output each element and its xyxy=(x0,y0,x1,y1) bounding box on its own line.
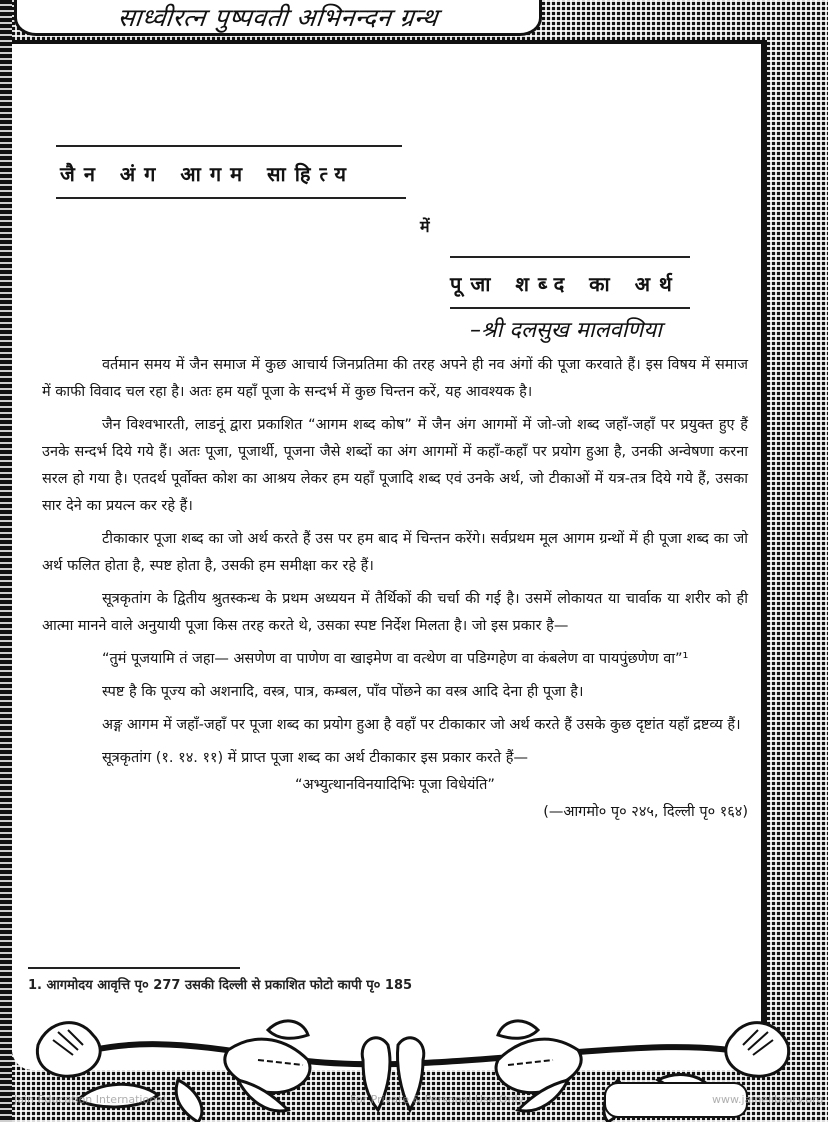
footnote-rule xyxy=(28,967,240,969)
subtitle-rule-top xyxy=(450,256,690,258)
watermark-left: Jain Education International xyxy=(14,1093,166,1106)
quote-citation: (—आगमो० पृ० २४५, दिल्ली पृ० १६४) xyxy=(543,804,748,820)
paragraph: सूत्रकृतांग के द्वितीय श्रुतस्कन्ध के प्रथम अध्ययन में तैर्थिकों की चर्चा की गई है। उसमें लोकायत या चार्वाक या शरीर को ही आत्मा मानने वाले अनुयायी पूजा किस तरह करते थे, उसका स्पष्ट निर्देश मिलता है। जो इस प्रकार है— xyxy=(42,591,748,634)
paragraph: सूत्रकृतांग (१. १४. ११) में प्राप्त पूजा शब्द का अर्थ टीकाकार इस प्रकार करते हैं— xyxy=(102,750,528,766)
book-header-tab xyxy=(14,0,542,36)
prakrit-quote: “तुमं पूजयामि तं जहा— असणेण वा पाणेण वा खाइमेण वा वत्थेण वा पडिग्गहेण वा कंबलेण वा पायपुंछणेण वा”¹ xyxy=(102,651,689,667)
article-title-line2: पूजा शब्द का अर्थ xyxy=(450,272,681,296)
article-body xyxy=(42,352,748,832)
left-border-strip xyxy=(0,0,12,1122)
paragraph: जैन विश्वभारती, लाडनूं द्वारा प्रकाशित “आगम शब्द कोष” में जैन अंग आगमों में जो-जो शब्द जहाँ-जहाँ पर प्रयुक्त हुए हैं उनके सन्दर्भ दिये गये हैं। अतः पूजा, पूजार्थी, पूजना जैसे शब्दों का अंग आगमों में कहाँ-कहाँ पर प्रयोग हुआ है, उनकी अन्वेषणा करना सरल हो गया है। एतदर्थ पूर्वोक्त कोश का आश्रय लेकर हम यहाँ पूजादि शब्द एवं उनके अर्थ, जो टीकाओं में यत्र-तत्र दिये गये हैं, उसका सार देने का प्रयत्न कर रहे हैं। xyxy=(42,417,748,514)
paragraph: वर्तमान समय में जैन समाज में कुछ आचार्य जिनप्रतिमा की तरह अपने ही नव अंगों की पूजा करवाते हैं। इस विषय में समाज में काफी विवाद चल रहा है। अतः हम यहाँ पूजा के सन्दर्भ में कुछ चिन्तन करें, यह आवश्यक है। xyxy=(42,357,748,400)
paragraph: अङ्ग आगम में जहाँ-जहाँ पर पूजा शब्द का प्रयोग हुआ है वहाँ पर टीकाकार जो अर्थ करते हैं उसके कुछ दृष्टांत यहाँ द्रष्टव्य हैं। xyxy=(102,717,741,733)
watermark-center: For Private & Personal Use Only xyxy=(350,1093,525,1106)
watermark-right: www.jainelibrary.org xyxy=(712,1093,824,1106)
paragraph: स्पष्ट है कि पूज्य को अशनादि, वस्त्र, पात्र, कम्बल, पाँव पोंछने का वस्त्र आदि देना ही पूजा है। xyxy=(102,684,584,700)
book-title: साध्वीरत्न पुष्पवती अभिनन्दन ग्रन्थ xyxy=(116,2,440,32)
article-author: –श्री दलसुख मालवणिया xyxy=(470,318,662,343)
paragraph: टीकाकार पूजा शब्द का जो अर्थ करते हैं उस पर हम बाद में चिन्तन करेंगे। सर्वप्रथम मूल आगम ग्रन्थों में ही पूजा शब्द का जो अर्थ फलित होता है, स्पष्ट होता है, उसकी हम समीक्षा कर रहे हैं। xyxy=(42,531,748,574)
title-rule-bottom xyxy=(56,197,406,199)
footnote: 1. आगमोदय आवृत्ति पृ० 277 उसकी दिल्ली से प्रकाशित फोटो कापी पृ० 185 xyxy=(28,978,413,993)
title-rule-top xyxy=(56,145,402,147)
subtitle-rule-bottom xyxy=(450,307,690,309)
sanskrit-quote: “अभ्युत्थानविनयादिभिः पूजा विधेयंति” xyxy=(295,777,495,793)
article-title-connector: में xyxy=(420,217,430,236)
article-title-line1: जैन अंग आगम साहित्य xyxy=(60,162,355,186)
